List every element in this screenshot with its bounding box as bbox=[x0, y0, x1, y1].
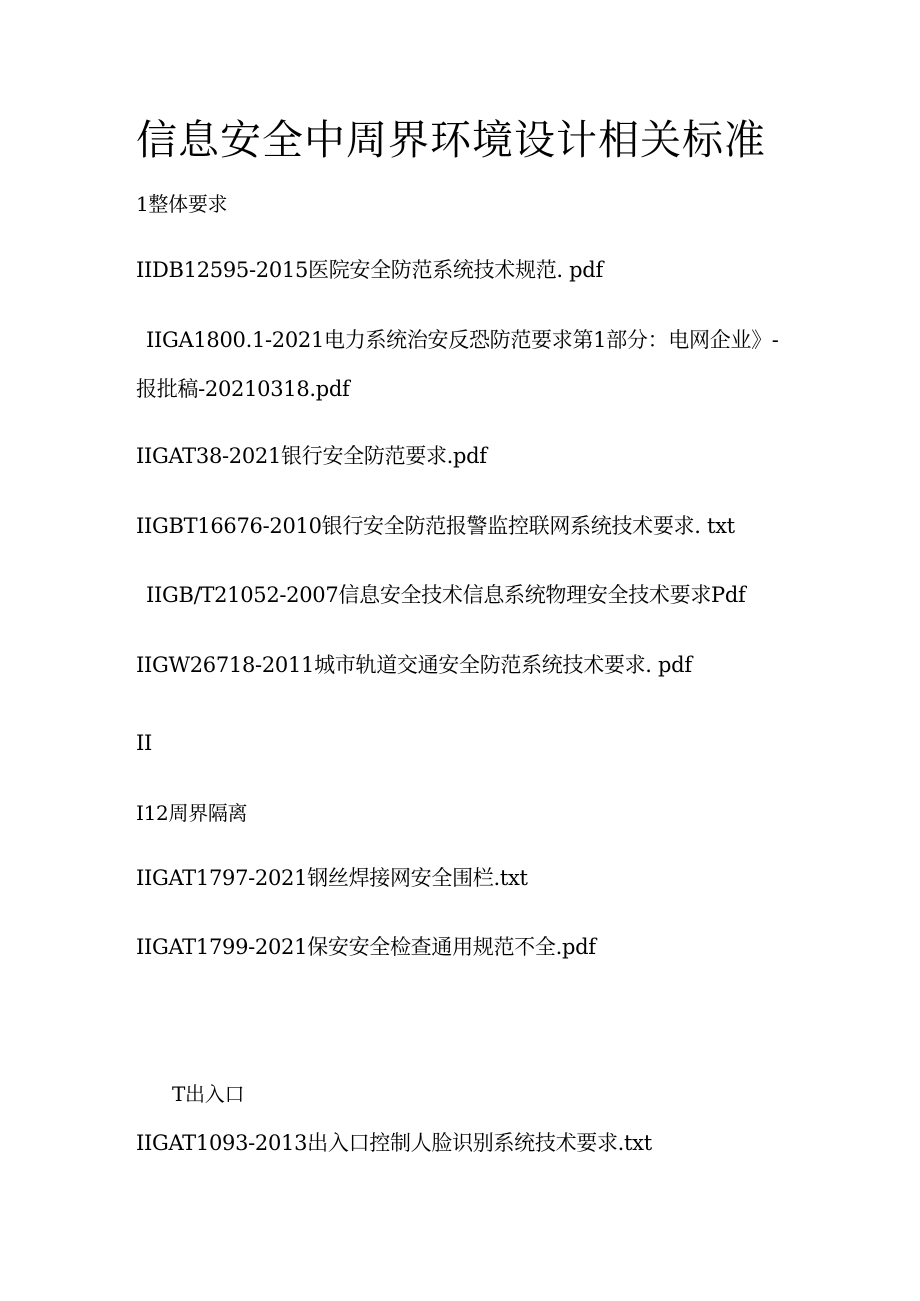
file-entry: IIGA1800.1-2021电力系统治安反恐防范要求第1部分：电网企业》- bbox=[146, 328, 779, 352]
file-entry: IIDB12595-2015医院安全防范系统技术规范. pdf bbox=[136, 258, 603, 282]
file-entry: IIGAT1093-2013出入口控制人脸识别系统技术要求.txt bbox=[136, 1131, 652, 1155]
document-title: 信息安全中周界环境设计相关标准 bbox=[136, 116, 766, 164]
section-heading-entrance-exit: T出入口 bbox=[172, 1082, 245, 1106]
file-entry: IIGBT16676-2010银行安全防范报警监控联网系统技术要求. txt bbox=[136, 514, 735, 538]
section-heading-perimeter-isolation: I12周界隔离 bbox=[136, 801, 248, 825]
file-entry: IIGB/T21052-2007信息安全技术信息系统物理安全技术要求Pdf bbox=[146, 583, 746, 607]
file-entry: IIGW26718-2011城市轨道交通安全防范系统技术要求. pdf bbox=[136, 653, 692, 677]
file-entry: IIGAT1797-2021钢丝焊接网安全围栏.txt bbox=[136, 866, 528, 890]
section-heading-overall-requirements: 1整体要求 bbox=[136, 192, 228, 216]
file-entry: IIGAT38-2021银行安全防范要求.pdf bbox=[136, 444, 487, 468]
file-entry: IIGAT1799-2021保安安全检查通用规范不全.pdf bbox=[136, 935, 596, 959]
stray-text: II bbox=[136, 731, 152, 755]
file-entry-continuation: 报批稿-20210318.pdf bbox=[136, 377, 350, 401]
